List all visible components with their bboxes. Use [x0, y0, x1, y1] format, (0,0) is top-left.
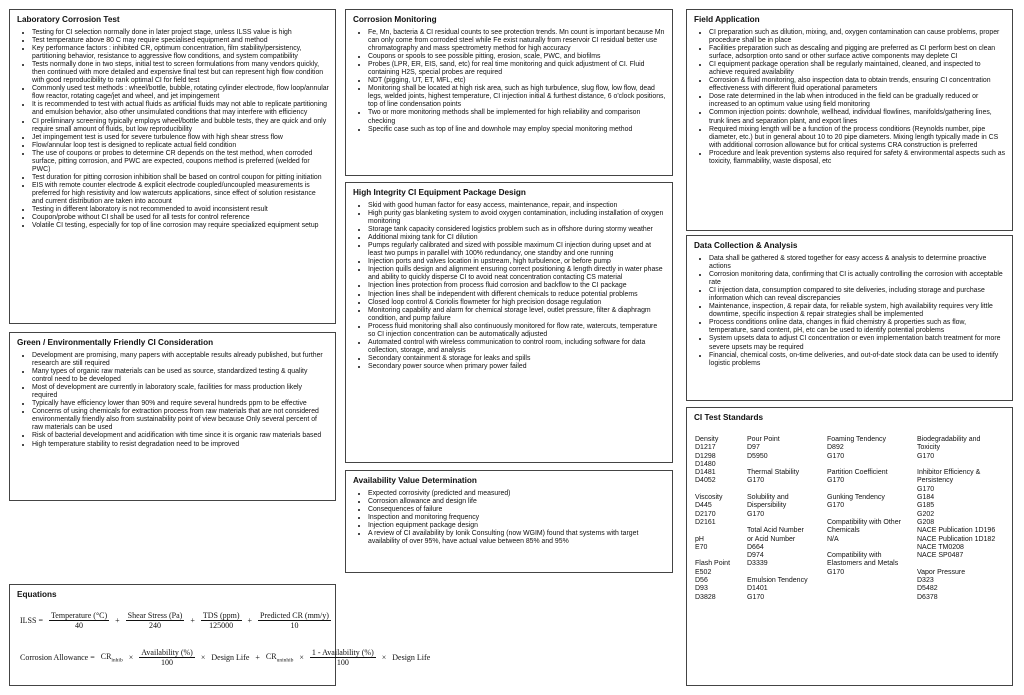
laboratory-corrosion-test-panel — [9, 9, 336, 324]
bullet-item: • Corrosion & fluid monitoring, also inspection data to obtain trends, ensuring CI concentration effectiveness with different fluid operational parameters — [709, 77, 1006, 93]
bullet-item: • High temperature stability to resist degradation need to be improved — [32, 441, 329, 449]
standards-column-4: Biodegradability and Toxicity G170 Inhibitor Efficiency & Persistency G170 G184 G185 G202 G208 NACE Publication 1D196 NACE Publication 1D182 NACE TM0208 NACE SP0487 Vapor Pressure D323 D5482 D6378 — [917, 436, 996, 601]
bullet-item: • Coupons or spools to see possible pitting, erosion, scale, PWC, and biofilms — [368, 53, 666, 61]
panel-title: CI Test Standards — [694, 413, 764, 422]
bullet-list — [10, 26, 335, 230]
bullet-item: • Concerns of using chemicals for extraction process from raw materials that are not considered environmentally friendly also from sustainability point of view because Only several percent of raw materials can be used — [32, 408, 329, 432]
bullet-item: • Closed loop control & Coriolis flowmeter for high precision dosage regulation — [368, 299, 666, 307]
panel-title: Availability Value Determination — [353, 476, 477, 485]
bullet-item: • Typically have efficiency lower than 90% and require several hundreds ppm to be effective — [32, 400, 329, 408]
bullet-item: • Secondary power source when primary power failed — [368, 363, 666, 371]
bullet-item: • Additional mixing tank for CI dilution — [368, 234, 666, 242]
bullet-list — [10, 349, 335, 449]
bullet-item: • Storage tank capacity considered logistics problem such as in offshore during stormy weather — [368, 226, 666, 234]
bullet-item: • Automated control with wireless communication to control room, including software for data collection, storage, and analysis — [368, 339, 666, 355]
bullet-list — [687, 26, 1012, 166]
bullet-item: • Volatile CI testing, especially for top of line corrosion may require specialized equipment setup — [32, 222, 329, 230]
bullet-item: • Commonly used test methods : wheel/bottle, bubble, rotating cylinder electrode, flow loop/annular flow reactor, rotating cage/jet and wheel, and jet impingement — [32, 85, 329, 101]
ilss-label: ILSS = — [20, 616, 43, 625]
bullet-item: • Specific case such as top of line and downhole may employ special monitoring method — [368, 126, 666, 134]
bullet-item: • Test temperature above 80 C may require specialised equipment and method — [32, 37, 329, 45]
equations-panel — [9, 584, 431, 686]
high-integrity-equipment-panel — [345, 182, 673, 463]
bullet-item: • Probes (LPR, ER, EIS, sand, etc) for real time monitoring and quick adjustment of CI. Fluid containing H2S, special probes are required — [368, 61, 666, 77]
standards-column-2: Pour Point D97 D5950 Thermal Stability G170 Solubility and Dispersibility G170 Total Acid Number or Acid Number D664 D974 D3339 Emulsion Tendency D1401 G170 — [747, 436, 808, 601]
bullet-item: • Common injection points: downhole, wellhead, individual flowlines, manifolds/gathering lines, trunk lines and separation plant, and export lines — [709, 109, 1006, 125]
bullet-item: • It is recommended to test with actual fluids as artificial fluids may not able to replicate partitioning and emulsion behavior, also other unsimulated conditions that may interfere with efficiency — [32, 101, 329, 117]
bullet-list — [346, 487, 672, 546]
predicted-cr-fraction: $\frac{\text{Predicted CR (mm/y)}}{10}$ — [260, 611, 329, 630]
unavailability-fraction: $\frac{\text{1 - Availability (\%)}}{100}$ — [311, 648, 374, 667]
bullet-list — [346, 199, 672, 371]
panel-title: Field Application — [694, 15, 760, 24]
bullet-item: • Corrosion allowance and design life — [368, 498, 666, 506]
ilss-equation: ILSS = $\frac{\text{Temperature (°C)}}{40}$ + $\frac{\text{Shear Stress (Pa)}}{240}$ + $\frac{\text{TDS (ppm)}}{125000}$ + $\frac{\text{Predicted CR (mm/y)}}{10}$ — [20, 611, 329, 630]
bullet-item: • Skid with good human factor for easy access, maintenance, repair, and inspection — [368, 202, 666, 210]
bullet-item: • Testing for CI selection normally done in later project stage, unless ILSS value is high — [32, 29, 329, 37]
data-collection-panel — [686, 235, 1013, 401]
bullet-item: • Expected corrosivity (predicted and measured) — [368, 490, 666, 498]
panel-title: Laboratory Corrosion Test — [17, 15, 120, 24]
bullet-item: • CI equipment package operation shall be regularly maintained, cleaned, and inspected to achieve required availability — [709, 61, 1006, 77]
bullet-item: • Flow/annular loop test is designed to replicate actual field condition — [32, 142, 329, 150]
bullet-item: • High purity gas blanketing system to avoid oxygen contamination, including installation of oxygen monitoring — [368, 210, 666, 226]
bullet-item: • Facilities preparation such as descaling and pigging are preferred as CI perform best on clean surface, adsorption onto sand or other surface active components may deplete CI — [709, 45, 1006, 61]
bullet-item: • Injection quills design and alignment ensuring correct positioning & length directly in water phase and ability to quickly disperse CI to avoid neat concentration contacting CS material — [368, 266, 666, 282]
bullet-item: • CI injection data, consumption compared to site deliveries, including storage and purchase information which can reveal discrepancies — [709, 287, 1006, 303]
bullet-item: • Consequences of failure — [368, 506, 666, 514]
bullet-item: • Fe, Mn, bacteria & CI residual counts to see protection trends. Mn count is important because Mn can only come from corroded steel while Fe exist naturally from reservoir CI residual better use chromatography and mass spectrometry method for high accuracy — [368, 29, 666, 53]
availability-fraction: $\frac{\text{Availability (\%)}}{100}$ — [141, 648, 193, 667]
bullet-item: • System upsets data to adjust CI concentration or even implementation batch treatment for more severe upsets may be required — [709, 335, 1006, 351]
bullet-item: • Corrosion monitoring data, confirming that CI is actually controlling the corrosion with acceptable rate — [709, 271, 1006, 287]
bullet-item: • Most of development are currently in laboratory scale, facilities for mass production likely required — [32, 384, 329, 400]
bullet-item: • Injection lines shall be independent with different chemicals to reduce potential problems — [368, 291, 666, 299]
bullet-list — [687, 252, 1012, 368]
bullet-item: • Required mixing length will be a function of the process conditions (Reynolds number, pipe diameter, etc.) but in general about 10 to 20 pipe diameters. Mixing length typically made in CS with additional corrosion allowance but for critical systems CRA construction is preferred — [709, 126, 1006, 150]
bullet-item: • Process fluid monitoring shall also continuously monitored for flow rate, watercuts, temperature so CI injection concentration can be automatically adjusted — [368, 323, 666, 339]
bullet-list — [346, 26, 672, 134]
bullet-item: • Monitoring capability and alarm for chemical storage level, outlet pressure, filter & diaphragm condition, and pump failure — [368, 307, 666, 323]
ci-test-standards-panel — [686, 407, 1013, 686]
bullet-item: • Risk of bacterial development and acidification with time since it is organic raw materials based — [32, 432, 329, 440]
bullet-item: • Dose rate determined in the lab when introduced in the field can be gradually reduced or increased to an optimum value using field monitoring — [709, 93, 1006, 109]
bullet-item: • CI preparation such as dilution, mixing, and, oxygen contamination can cause problems, proper procedure shall be in place — [709, 29, 1006, 45]
green-ci-panel — [9, 332, 336, 501]
bullet-item: • Maintenance, inspection, & repair data, for reliable system, high availability requires very little downtime, specific inspection & repair strategies shall be implemented — [709, 303, 1006, 319]
bullet-item: • Process conditions online data, changes in fluid chemistry & properties such as flow, temperature, sand content, pH, etc can be used to identify potential problems — [709, 319, 1006, 335]
panel-title: Equations — [17, 590, 57, 599]
field-application-panel — [686, 9, 1013, 231]
bullet-item: • Test duration for pitting corrosion inhibition shall be based on control coupon for pitting initiation — [32, 174, 329, 182]
bullet-item: • Procedure and leak prevention systems also required for safety & environmental aspects such as toxicity, flammability, waste disposal, etc — [709, 150, 1006, 166]
bullet-item: • Data shall be gathered & stored together for easy access & analysis to determine proactive actions — [709, 255, 1006, 271]
availability-value-panel — [345, 470, 673, 573]
bullet-item: • Injection lines protection from process fluid corrosion and backflow to the CI package — [368, 282, 666, 290]
tds-fraction: $\frac{\text{TDS (ppm)}}{125000}$ — [202, 611, 240, 630]
bullet-item: • Injection equipment package design — [368, 522, 666, 530]
bullet-item: • Development are promising, many papers with acceptable results already published, but further research are still required — [32, 352, 329, 368]
bullet-item: • Injection ports and valves location in upstream, high turbulence, or before pump — [368, 258, 666, 266]
bullet-item: • Monitoring shall be located at high risk area, such as high turbulence, slug flow, low flow, dead legs, welded joints, highest temperature, CI injection initial & furthest distance, 6 o'clock positions, top of line condensation points — [368, 85, 666, 109]
bullet-item: • Many types of organic raw materials can be used as source, standardized testing & quality control need to be developed — [32, 368, 329, 384]
bullet-item: • Testing in different laboratory is not recommended to avoid inconsistent result — [32, 206, 329, 214]
bullet-item: • The use of coupons or probes to determine CR depends on the test method, when corroded surface, pitting corrosion, and PWC are expected, coupons method is preferred (welded for PWC) — [32, 150, 329, 174]
corrosion-allowance-equation: Corrosion Allowance = $CR_{inhib}$ × $\frac{\text{Availability (\%)}}{100}$ × Design Life + $CR_{uninhib}$ × $\frac{\text{1 - Availability (\%)}}{100}$ × Design Life — [20, 648, 431, 667]
standards-column-1: Density D1217 D1298 D1480 D1481 D4052 Viscosity D445 D2170 D2161 pH E70 Flash Point E502 D56 D93 D3828 — [695, 436, 731, 601]
shear-stress-fraction: $\frac{\text{Shear Stress (Pa)}}{240}$ — [127, 611, 183, 630]
bullet-item: • Tests normally done in two steps, initial test to screen formulations from many vendors quickly, then continued with more detailed and expensive final test but can represent high flow condition with good reproducibility to rank optimal CI for field test — [32, 61, 329, 85]
bullet-item: • Inspection and monitoring frequency — [368, 514, 666, 522]
bullet-item: • Key performance factors : inhibited CR, optimum concentration, film stability/persistency, partitioning behavior, resistance to aggressive flow conditions, and system compatibility — [32, 45, 329, 61]
panel-title: Green / Environmentally Friendly CI Consideration — [17, 338, 214, 347]
standards-column-3: Foaming Tendency D892 G170 Partition Coefficient G170 Gunking Tendency G170 Compatibility with Other Chemicals N/A Compatibility with Elastomers and Metals G170 — [827, 436, 901, 576]
bullet-item: • EIS with remote counter electrode & explicit electrode coupled/uncoupled measurements is preferred for high resistivity and low watercuts applications, since effect of solution resistance and current distribution are taken into account — [32, 182, 329, 206]
temperature-fraction: $\frac{\text{Temperature (°C)}}{40}$ — [50, 611, 108, 630]
corrosion-monitoring-panel — [345, 9, 673, 176]
panel-title: Data Collection & Analysis — [694, 241, 798, 250]
bullet-item: • Pumps regularly calibrated and sized with possible maximum CI injection during upset and at least two pumps in parallel with 100% redundancy, one standby and one running — [368, 242, 666, 258]
bullet-item: • CI preliminary screening typically employs wheel/bottle and bubble tests, they are quick and only require small amount of fluids, but low reproducibility — [32, 118, 329, 134]
bullet-item: • A review of CI availability by Ionik Consulting (now WGIM) found that systems with target availability of over 95%, have actual value between 85% and 95% — [368, 530, 666, 546]
panel-title: High Integrity CI Equipment Package Design — [353, 188, 526, 197]
bullet-item: • Secondary containment & storage for leaks and spills — [368, 355, 666, 363]
corrosion-allowance-label: Corrosion Allowance = — [20, 653, 95, 662]
bullet-item: • Two or more monitoring methods shall be implemented for high reliability and comparison checking — [368, 109, 666, 125]
bullet-item: • Coupon/probe without CI shall be used for all tests for control reference — [32, 214, 329, 222]
panel-title: Corrosion Monitoring — [353, 15, 437, 24]
bullet-item: • Jet impingement test is used for severe turbulence flow with high shear stress flow — [32, 134, 329, 142]
bullet-item: • Financial, chemical costs, on-time deliveries, and out-of-date stock data can be used to identify logistic problems — [709, 352, 1006, 368]
bullet-item: • NDT (pigging, UT, ET, MFL, etc) — [368, 77, 666, 85]
